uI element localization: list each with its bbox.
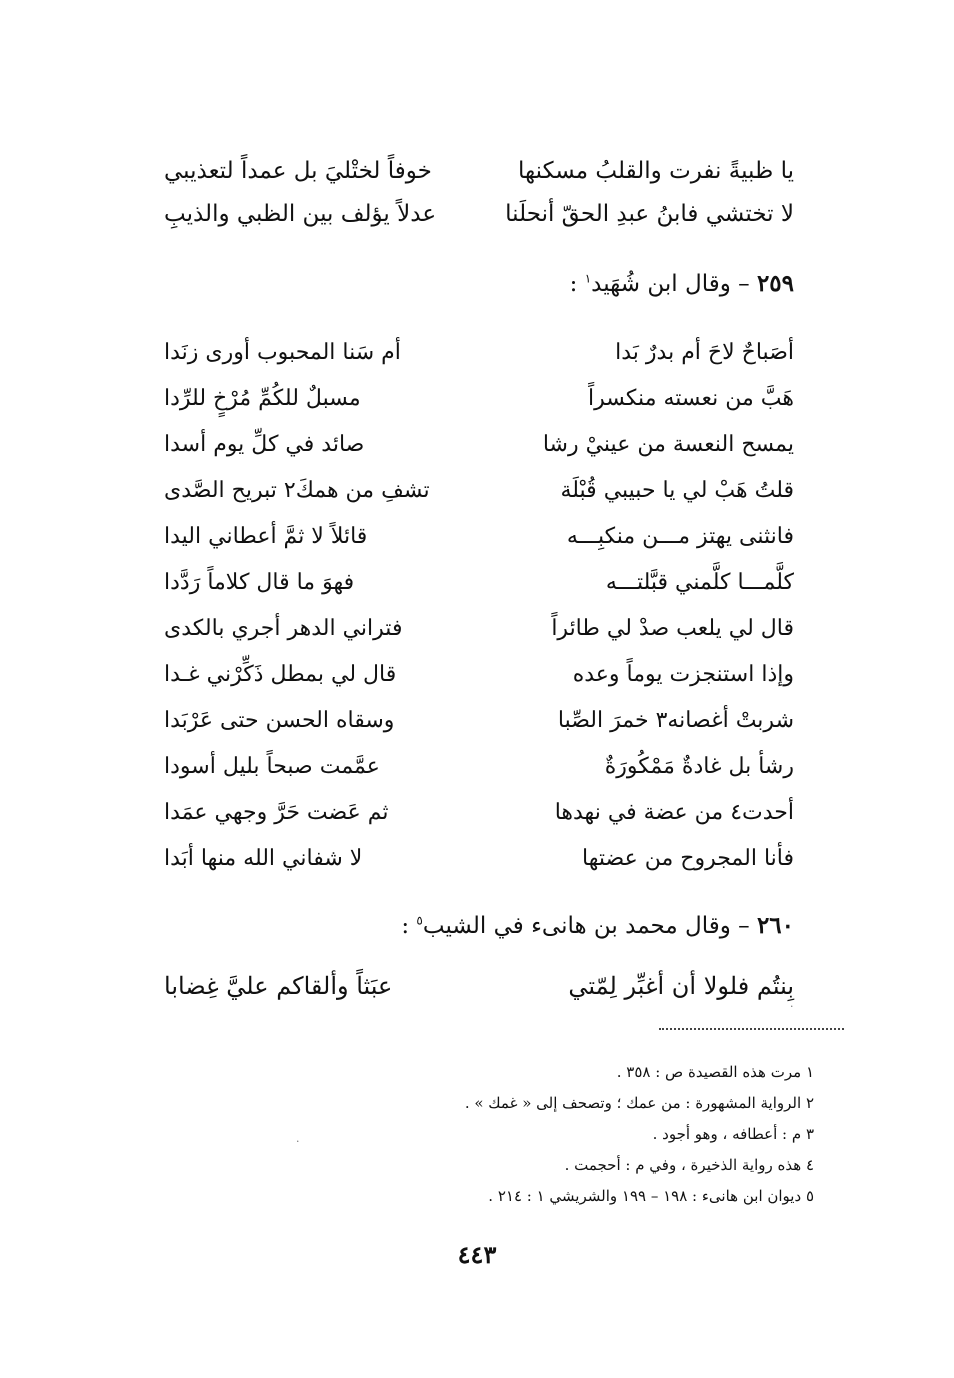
colon: : (401, 913, 410, 939)
poem-number: ٢٥٩ (756, 270, 794, 297)
verse-row (164, 972, 794, 1000)
hemistich-second: صائد في كلِّ يوم أسدا (164, 432, 365, 457)
scan-speck: · (296, 1135, 300, 1148)
hemistich-first: أحدت٤ من عضة في نهدها (554, 800, 794, 825)
couplet-2 (164, 203, 794, 226)
hemistich-first: فأنا المجروح من عضتها (582, 846, 794, 871)
hemistich-first: هَبَّ من نعسته منكسراً (588, 386, 794, 411)
hemistich-second: وسقاه الحسن حتى عَرْبَدا (164, 708, 395, 733)
hemistich-second: عمَّمت صبحاً بليل أسودا (164, 754, 380, 779)
verse-row (164, 386, 794, 411)
colon: : (569, 271, 578, 297)
verse-row (164, 800, 794, 825)
verse-row (164, 524, 794, 549)
hemistich-first: وإذا استنجزت يوماً وعده (572, 662, 794, 687)
hemistich-first: أصَباحٌ لاحَ أم بدرٌ بَدا (615, 340, 794, 365)
hemistich-second: ثم عَضت حَرَّ وجهي عمَدا (164, 800, 389, 825)
poem-intro: – وقال ابن شُهَيد (591, 271, 750, 297)
footnote-separator (659, 1028, 844, 1030)
poem-259-header (164, 270, 794, 297)
hemistich-second: فهوَ ما قال كلاماً رَدَّدا (164, 570, 355, 595)
verse-row (164, 846, 794, 871)
verse-row (164, 340, 794, 365)
poem-number: ٢٦٠ (756, 912, 794, 939)
hemistich-second: تشفِ من همكَ٢ تبريح الصَّدى (164, 478, 430, 503)
hemistich-first: لا تختشي فابنُ عبدِ الحقّ أنحلَنا (505, 201, 794, 227)
hemistich-second: عبَثاً وألقاكم عليَّ غِضابا (164, 972, 393, 1000)
scan-speck: · (790, 1000, 794, 1013)
footnote: ٤ هذه رواية الذخيرة ، وفي م : أحجمت . (564, 1156, 814, 1174)
hemistich-first: قلتُ هَبْ لي يا حبيبي قُبْلَة (560, 478, 794, 503)
hemistich-first: بِنتُم فلولا أن أغبِّر لِمّتي (568, 972, 794, 1000)
footnote: ١ مرت هذه القصيدة ص : ٣٥٨ . (616, 1063, 814, 1081)
footnote-ref: ٥ (416, 913, 423, 928)
hemistich-first: كلَّمـــا كلَّمني قبَّلتـــه (605, 570, 794, 595)
page-number: ٤٤٣ (457, 1240, 497, 1269)
verse-row (164, 432, 794, 457)
verse-row (164, 616, 794, 641)
footnote: ٥ ديوان ابن هانىء : ١٩٨ – ١٩٩ والشريشي ١ : ٢١٤ . (488, 1187, 814, 1205)
poem-intro: – وقال محمد بن هانىء في الشيب (422, 913, 750, 939)
poem-260-header (164, 912, 794, 939)
hemistich-first: رشأ بل غادةٌ مَمْكُورَةٌ (604, 754, 794, 779)
hemistich-first: يمسح النعسة من عينيْ رشا (542, 432, 794, 457)
footnote-ref: ١ (584, 271, 592, 286)
hemistich-second: قال لي بمطل ذَكِّرْني غـدا (164, 662, 397, 687)
hemistich-first: شربتْ أغصانه٣ خمرَ الصِّبا (557, 708, 794, 733)
hemistich-second: عدلاً يؤلف بين الظبي والذيبِ (164, 201, 437, 227)
hemistich-second: مسبلٌ للكُمِّ مُرْخٍ للرِّدا (164, 386, 361, 411)
hemistich-second: قائلاً لا ثمَّ أعطاني اليدا (164, 524, 368, 549)
verse-row (164, 754, 794, 779)
footnote: ٣ م : أعطافه ، وهو أجود . (652, 1125, 814, 1143)
hemistich-first: يا ظبيةً نفرت والقلبُ مسكنها (518, 158, 794, 184)
verse-row (164, 478, 794, 503)
hemistich-second: أم سَنا المحبوب أورى زنَدا (164, 340, 401, 365)
hemistich-second: لا شفاني الله منها أبَدا (164, 846, 363, 871)
verse-row (164, 570, 794, 595)
hemistich-second: فتراني الدهر أجري بالكدى (164, 616, 403, 641)
verse-row (164, 708, 794, 733)
couplet-1 (164, 160, 794, 183)
footnote: ٢ الرواية المشهورة : من عمك ؛ وتصحف إلى « غمك » . (464, 1094, 814, 1112)
hemistich-first: فانثنى يهتز مـــن منكبِـــه (566, 524, 794, 549)
hemistich-second: خوفاً لختْليَ بل عمداً لتعذيبي (164, 158, 432, 184)
hemistich-first: قال لي يلعب صدْ لي طائراً (551, 616, 794, 641)
verse-row (164, 662, 794, 687)
